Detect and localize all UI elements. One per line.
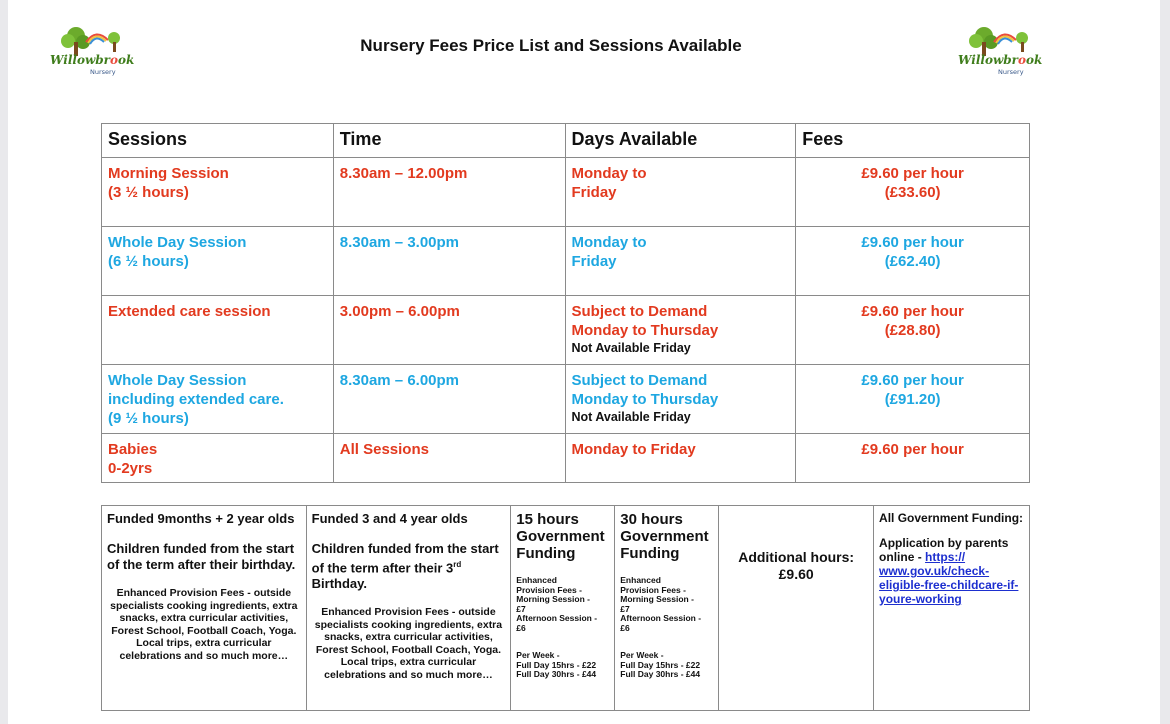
weekly-fees-list: Per Week - Full Day 15hrs - £22 Full Day 30hrs - £44 (516, 650, 597, 679)
fee-total: (£62.40) (884, 253, 941, 270)
table-row (102, 227, 1030, 296)
funding-cell-2yr (102, 506, 307, 711)
table-row (102, 296, 1030, 365)
fee-cell (796, 296, 1030, 365)
fee-cell (796, 365, 1030, 434)
time-cell: 3.00pm – 6.00pm (333, 296, 565, 365)
sessions-header-row (102, 124, 1030, 158)
days-line: Friday (571, 253, 617, 270)
days-line: Monday to Thursday (571, 391, 719, 408)
funding-subtext: Children funded from the start of the term after their birthday. (107, 541, 296, 572)
session-cell (102, 158, 334, 227)
funding-table (101, 505, 1030, 711)
sessions-table (101, 123, 1030, 483)
fee-cell (796, 158, 1030, 227)
fee-rate: £9.60 per hour (861, 234, 964, 251)
funding-cell-30hrs (615, 506, 719, 711)
header-time: Time (333, 124, 565, 158)
table-row (102, 434, 1030, 483)
days-cell (565, 296, 796, 365)
days-cell (565, 365, 796, 434)
hours-heading: 15 hours Government Funding (516, 511, 605, 562)
time-cell: 8.30am – 3.00pm (333, 227, 565, 296)
session-cell (102, 227, 334, 296)
enhanced-fees-list: Enhanced Provision Fees - Morning Session - £7 Afternoon Session - £6 (516, 575, 598, 633)
fee-cell (796, 227, 1030, 296)
days-line: Monday to (571, 234, 647, 251)
enhanced-provision-text: Enhanced Provision Fees - outside specialists cooking ingredients, extra snacks, extra curricular activities, Forest School, Football Coach, Yoga. Local trips, extra curricular celebrations and so much more… (110, 587, 298, 662)
session-duration: 0-2yrs (108, 460, 153, 477)
funding-heading: Funded 9months + 2 year olds (107, 511, 295, 526)
days-line: Friday (571, 184, 617, 201)
session-name: Whole Day Session (108, 372, 247, 389)
enhanced-fees-list: Enhanced Provision Fees - Morning Session - £7 Afternoon Session - £6 (620, 575, 702, 633)
session-cell (102, 365, 334, 434)
page-title: Nursery Fees Price List and Sessions Available (360, 36, 742, 55)
days-cell: Monday to Friday (565, 434, 796, 483)
hours-heading: 30 hours Government Funding (620, 511, 709, 562)
fee-rate: £9.60 per hour (861, 441, 964, 458)
funding-heading: All Government Funding: (879, 511, 1024, 525)
time-cell: All Sessions (333, 434, 565, 483)
header-sessions: Sessions (102, 124, 334, 158)
enhanced-provision-text: Enhanced Provision Fees - outside specialists cooking ingredients, extra snacks, extra curricular activities, Forest School, Football Coach, Yoga. Local trips, extra curricular celebrations and so much more… (314, 606, 503, 681)
table-row (102, 365, 1030, 434)
fee-rate: £9.60 per hour (861, 372, 964, 389)
application-text: Application by parents online - https:// www.gov.uk/check-eligible-free-childcare-if-youre-working (879, 536, 1019, 606)
session-cell (102, 296, 334, 365)
days-line: Subject to Demand (571, 372, 708, 389)
session-name: Morning Session (108, 165, 229, 182)
svg-text:Nursery: Nursery (90, 68, 116, 76)
days-line: Subject to Demand (571, 303, 708, 320)
days-cell (565, 227, 796, 296)
additional-hours: Additional hours: £9.60 (738, 549, 855, 582)
funding-cell-3-4yr (306, 506, 511, 711)
fee-total: (£28.80) (884, 322, 941, 339)
session-duration: (6 ½ hours) (108, 253, 189, 270)
weekly-fees-list: Per Week - Full Day 15hrs - £22 Full Day 30hrs - £44 (620, 650, 701, 679)
funding-row (102, 506, 1030, 711)
days-note: Not Available Friday (571, 341, 691, 355)
fee-rate: £9.60 per hour (861, 165, 964, 182)
session-duration: (9 ½ hours) (108, 410, 189, 427)
fee-rate: £9.60 per hour (861, 303, 964, 320)
additional-hours-cell (719, 506, 874, 711)
header-days: Days Available (565, 124, 796, 158)
time-cell: 8.30am – 12.00pm (333, 158, 565, 227)
session-name: Babies (108, 441, 158, 458)
table-row (102, 158, 1030, 227)
session-detail: including extended care. (108, 391, 284, 408)
funding-cell-15hrs (511, 506, 615, 711)
government-funding-cell (874, 506, 1030, 711)
days-line: Monday to (571, 165, 647, 182)
session-duration: (3 ½ hours) (108, 184, 189, 201)
document-page (8, 0, 1160, 724)
funding-heading: Funded 3 and 4 year olds (311, 511, 468, 526)
header-fees: Fees (796, 124, 1030, 158)
fee-cell (796, 434, 1030, 483)
time-cell: 8.30am – 6.00pm (333, 365, 565, 434)
days-line: Monday to Thursday (571, 322, 719, 339)
days-cell (565, 158, 796, 227)
session-name: Whole Day Session (108, 234, 247, 251)
days-note: Not Available Friday (571, 410, 691, 424)
session-name: Extended care session (108, 303, 271, 320)
eligibility-link[interactable]: https:// www.gov.uk/check-eligible-free-childcare-if-youre-working (879, 550, 1019, 606)
fee-total: (£91.20) (884, 391, 941, 408)
svg-text:Nursery: Nursery (998, 68, 1024, 76)
fee-total: (£33.60) (884, 184, 941, 201)
funding-subtext: Children funded from the start of the term after their 3rd Birthday. (311, 541, 499, 592)
svg-text:Willowbrook: Willowbrook (958, 53, 1043, 67)
session-cell (102, 434, 334, 483)
svg-text:Willowbrook: Willowbrook (50, 53, 135, 67)
